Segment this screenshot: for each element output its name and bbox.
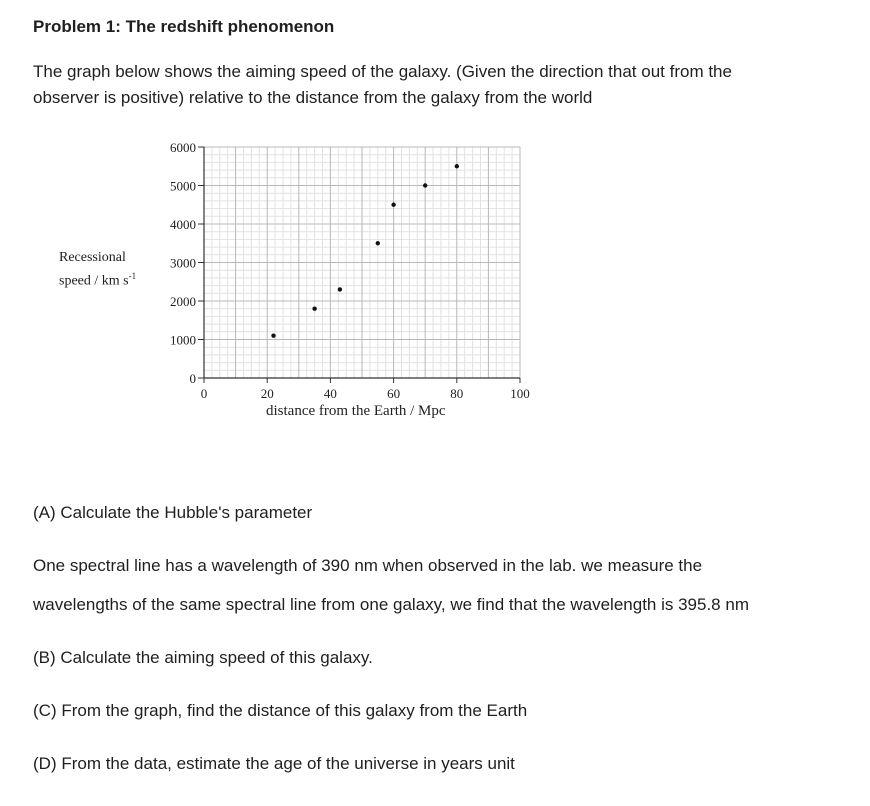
y-axis-label-line-1: Recessional: [59, 250, 126, 265]
data-point: [455, 164, 459, 168]
paragraph-2-line-2: wavelengths of the same spectral line from one galaxy, we find that the wavelength is 395.8 nm: [33, 595, 749, 614]
x-tick-labels: [201, 386, 530, 401]
x-tick-label: 80: [450, 386, 464, 401]
x-tick-label: 40: [323, 386, 337, 401]
data-points: [271, 164, 459, 338]
paragraph-2-line-1: One spectral line has a wavelength of 390 nm when observed in the lab. we measure the: [33, 556, 703, 575]
x-tick-label: 60: [387, 386, 401, 401]
intro-line-1: The graph below shows the aiming speed of the galaxy. (Given the direction that out from the: [33, 62, 732, 81]
data-point: [312, 307, 316, 311]
y-axis-label: [59, 249, 136, 291]
y-tick-label: 2000: [170, 294, 196, 309]
question-b: (B) Calculate the aiming speed of this galaxy.: [33, 648, 373, 667]
y-tick-label: 6000: [170, 140, 196, 155]
y-tick-label: 0: [189, 371, 196, 386]
intro-paragraph: [33, 59, 833, 111]
y-tick-label: 5000: [170, 178, 196, 194]
y-tick-label: 1000: [170, 332, 196, 348]
question-a: (A) Calculate the Hubble's parameter: [33, 503, 313, 522]
y-axis-label-superscript: -1: [128, 271, 137, 281]
problem-title: Problem 1: The redshift phenomenon: [33, 17, 335, 36]
x-tick-label: 100: [510, 386, 530, 401]
x-tick-label: 20: [260, 386, 274, 401]
data-point: [271, 333, 275, 337]
data-point: [338, 287, 342, 291]
y-axis-label-line-2: speed / km $s^{-1}$: [59, 271, 137, 289]
y-tick-label: 3000: [170, 255, 196, 271]
data-point: [376, 241, 380, 245]
y-tick-label: 4000: [170, 217, 196, 232]
question-d: (D) From the data, estimate the age of the universe in years unit: [33, 754, 515, 773]
data-point: [423, 183, 427, 187]
data-point: [391, 203, 395, 207]
intro-line-2: observer is positive) relative to the distance from the galaxy from the world: [33, 88, 593, 107]
x-axis-label: distance from the Earth / Mpc: [266, 403, 446, 419]
question-c: (C) From the graph, find the distance of this galaxy from the Earth: [33, 701, 528, 720]
x-tick-label: 0: [200, 386, 208, 401]
y-tick-labels: [170, 140, 196, 386]
